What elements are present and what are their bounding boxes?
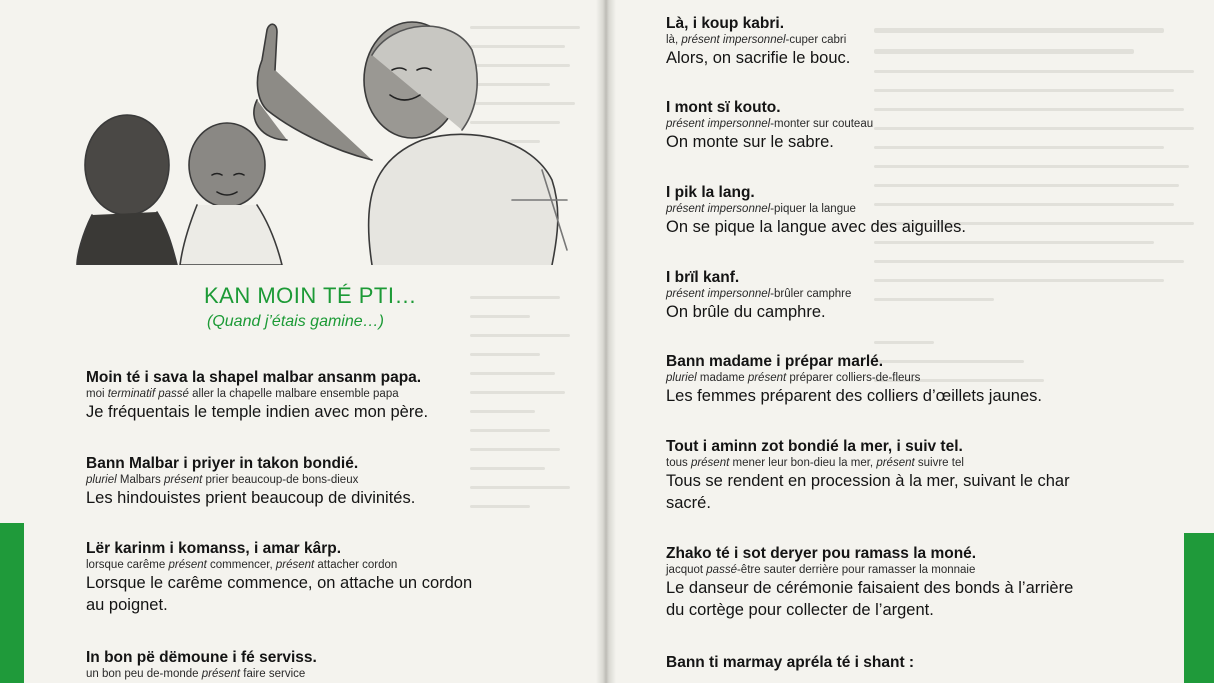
phrase-entry <box>666 268 851 323</box>
section-subtitle: (Quand j’étais gamine…) <box>207 313 384 330</box>
word-gloss: pluriel Malbars présent prier beaucoup-de bons-dieux <box>86 474 359 486</box>
phrase-entry <box>86 539 472 616</box>
bleed-through-text <box>470 280 580 524</box>
french-translation: Les femmes préparent des colliers d’œillets jaunes. <box>666 387 1042 405</box>
french-translation: Alors, on sacrifie le bouc. <box>666 49 851 67</box>
french-translation: du cortège pour collecter de l’argent. <box>666 601 934 619</box>
phrase-entry <box>666 183 966 238</box>
french-translation: Tous se rendent en procession à la mer, suivant le char <box>666 472 1070 490</box>
french-translation: On se pique la langue avec des aiguilles. <box>666 218 966 236</box>
french-translation: sacré. <box>666 494 711 512</box>
elder-and-children-illustration <box>72 0 572 265</box>
phrase-entry <box>666 14 850 69</box>
word-gloss: jacquot passé-être sauter derrière pour ramasser la monnaie <box>666 564 976 576</box>
french-translation: Lorsque le carême commence, on attache un cordon <box>86 574 473 592</box>
creole-phrase: Bann Malbar i priyer in takon bondié. <box>86 455 359 472</box>
phrase-entry <box>666 437 1070 514</box>
french-translation: On monte sur le sabre. <box>666 133 834 151</box>
french-translation: On brûle du camphre. <box>666 303 826 321</box>
creole-phrase: Bann madame i prépar marlé. <box>666 353 884 370</box>
word-gloss: présent impersonnel-monter sur couteau <box>666 118 874 130</box>
creole-phrase: In bon pë dëmoune i fé serviss. <box>86 649 317 666</box>
word-gloss: pluriel madame présent préparer colliers-de-fleurs <box>666 372 921 384</box>
word-gloss: tous présent mener leur bon-dieu la mer, présent suivre tel <box>666 457 964 469</box>
word-gloss: un bon peu de-monde présent faire service <box>86 668 306 680</box>
phrase-entry <box>86 454 415 509</box>
creole-phrase: Lër karinm i komanss, i amar kârp. <box>86 540 342 557</box>
creole-phrase: Zhako té i sot deryer pou ramass la moné. <box>666 545 977 562</box>
phrase-entry <box>666 544 1073 621</box>
creole-phrase: Moin té i sava la shapel malbar ansanm papa. <box>86 369 422 386</box>
creole-phrase: Là, i koup kabri. <box>666 15 784 32</box>
creole-phrase: I brïl kanf. <box>666 269 740 286</box>
phrase-entry <box>666 653 914 672</box>
phrase-entry <box>86 368 428 423</box>
creole-phrase: Tout i aminn zot bondié la mer, i suiv tel. <box>666 438 963 455</box>
book-gutter <box>596 0 616 683</box>
word-gloss: présent impersonnel-piquer la langue <box>666 203 856 215</box>
french-translation: Les hindouistes prient beaucoup de divinités. <box>86 489 416 507</box>
section-title: KAN MOIN TÉ PTI… <box>204 283 417 308</box>
french-translation: Je fréquentais le temple indien avec mon père. <box>86 403 429 421</box>
french-translation: Le danseur de cérémonie faisaient des bonds à l’arrière <box>666 579 1074 597</box>
green-thumb-tab <box>0 523 24 683</box>
creole-phrase: Bann ti marmay apréla té i shant : <box>666 654 915 671</box>
green-thumb-tab <box>1184 533 1214 683</box>
phrase-entry <box>666 352 1042 407</box>
phrase-entry <box>666 98 873 153</box>
word-gloss: lorsque carême présent commencer, présent attacher cordon <box>86 559 398 571</box>
creole-phrase: I mont sï kouto. <box>666 99 781 116</box>
creole-phrase: I pik la lang. <box>666 184 755 201</box>
phrase-entry <box>86 648 317 681</box>
french-translation: au poignet. <box>86 596 168 614</box>
left-page <box>0 0 603 683</box>
word-gloss: moi terminatif passé aller la chapelle malbare ensemble papa <box>86 388 399 400</box>
word-gloss: présent impersonnel-brûler camphre <box>666 288 852 300</box>
word-gloss: là, présent impersonnel-cuper cabri <box>666 34 847 46</box>
right-page <box>609 0 1214 683</box>
